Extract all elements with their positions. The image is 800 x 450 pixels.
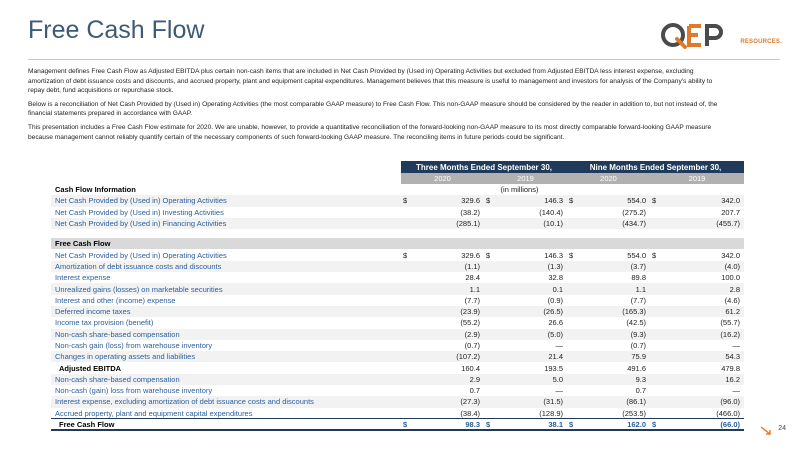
row-label: Interest expense: [55, 273, 111, 283]
currency-symbol: [650, 295, 662, 306]
cell-value: 491.6: [627, 363, 646, 373]
currency-symbol: $: [486, 250, 491, 260]
cell-value: (38.4): [460, 408, 480, 418]
currency-symbol: [567, 396, 579, 407]
cell-value: 9.3: [579, 374, 650, 385]
cell-value: 2.8: [662, 283, 744, 294]
cell-value: 342.0: [662, 195, 744, 206]
cell-value: 146.3: [544, 250, 563, 260]
currency-symbol: [401, 340, 413, 351]
currency-symbol: [650, 207, 662, 218]
currency-symbol: [650, 317, 662, 328]
cell-value: (140.4): [539, 207, 563, 217]
table-row: [51, 261, 744, 272]
cell-value: (1.1): [413, 261, 484, 272]
cell-value: (55.7): [720, 318, 740, 328]
currency-symbol: [567, 362, 579, 373]
free-cash-flow-section-row: [51, 238, 744, 249]
cell-value: (55.2): [460, 318, 480, 328]
row-label: Free Cash Flow: [51, 419, 401, 430]
cell-value: (3.7): [579, 261, 650, 272]
units-label: (in millions): [500, 185, 539, 195]
cell-value: (5.0): [496, 329, 567, 340]
cell-value: 98.3: [413, 419, 484, 430]
cell-value: (16.2): [662, 329, 744, 340]
cell-value: (9.3): [579, 329, 650, 340]
row-label: Net Cash Provided by (Used in) Operating Activities: [55, 250, 227, 260]
table-row: [51, 218, 744, 229]
page-title: Free Cash Flow: [28, 16, 205, 44]
currency-symbol: [401, 329, 413, 340]
currency-symbol: [567, 317, 579, 328]
currency-symbol: [650, 340, 662, 351]
cell-value: 329.6: [461, 250, 480, 260]
row-label: Adjusted EBITDA: [59, 363, 122, 373]
currency-symbol: $: [567, 419, 579, 430]
cell-value: (275.2): [622, 207, 646, 217]
currency-symbol: [401, 385, 413, 396]
intro-paragraph-1: Management defines Free Cash Flow as Adjusted EBITDA plus certain non-cash items that are included in Net Cash Provided by (Used in) Operating Activities but excluded from Adjusted EBITDA less interest expense, excluding amortization of debt issuance costs and discounts, and accrued property, plant and equipment capital expenditures. Management believes that this measure is useful to management and investors for analysis of the Company's ability to repay debt, fund acquisitions or repurchase stock.: [28, 68, 713, 95]
cell-value: (0.9): [547, 295, 563, 305]
cell-value: (27.3): [413, 396, 484, 407]
currency-symbol: [484, 362, 496, 373]
row-label: Income tax provision (benefit): [55, 318, 154, 328]
currency-symbol: [650, 396, 662, 407]
currency-symbol: [484, 283, 496, 294]
currency-symbol: [650, 408, 662, 419]
cell-value: 160.4: [461, 363, 480, 373]
currency-symbol: [401, 396, 413, 407]
currency-symbol: [401, 374, 413, 385]
currency-symbol: $: [567, 195, 579, 206]
row-label: Net Cash Provided by (Used in) Operating Activities: [51, 195, 401, 206]
cell-value: (107.2): [413, 351, 484, 362]
currency-symbol: $: [652, 250, 657, 260]
currency-symbol: $: [401, 419, 413, 430]
currency-symbol: [567, 385, 579, 396]
currency-symbol: [401, 306, 413, 317]
table-row: [51, 195, 744, 206]
section-label: Cash Flow Information: [55, 185, 136, 195]
cell-value: 0.1: [496, 283, 567, 294]
cell-value: —: [555, 341, 563, 350]
table-row: [51, 317, 744, 328]
currency-symbol: [650, 385, 662, 396]
currency-symbol: [484, 329, 496, 340]
cell-value: 146.3: [496, 195, 567, 206]
currency-symbol: $: [650, 419, 662, 430]
cell-value: 89.8: [631, 273, 646, 283]
currency-symbol: [484, 218, 496, 229]
year-header: 2019: [484, 173, 567, 184]
row-label: Non-cash (gain) loss from warehouse inventory: [55, 386, 213, 396]
cell-value: (42.5): [626, 318, 646, 328]
currency-symbol: [401, 317, 413, 328]
adjusted-ebitda-row: [51, 362, 744, 373]
currency-symbol: [650, 218, 662, 229]
row-label: Amortization of debt issuance costs and discounts: [51, 261, 401, 272]
intro-text: [28, 67, 728, 146]
cell-value: 28.4: [465, 273, 480, 283]
cell-value: (128.9): [539, 408, 563, 418]
table-row: [51, 340, 744, 351]
row-label: Non-cash share-based compensation: [51, 374, 401, 385]
currency-symbol: [650, 272, 662, 283]
section-label: Free Cash Flow: [51, 238, 401, 249]
free-cash-flow-total-row: [51, 419, 744, 430]
cell-value: (10.1): [496, 218, 567, 229]
title-divider: [28, 59, 780, 60]
currency-symbol: [650, 362, 662, 373]
currency-symbol: [484, 207, 496, 218]
year-header: 2020: [401, 173, 484, 184]
cell-value: 207.7: [721, 207, 740, 217]
currency-symbol: [567, 306, 579, 317]
currency-symbol: [484, 306, 496, 317]
cell-value: 0.7: [469, 386, 480, 396]
cell-value: 38.1: [496, 419, 567, 430]
table-row: [51, 306, 744, 317]
currency-symbol: [484, 351, 496, 362]
cash-flow-info-row: [51, 184, 744, 195]
cell-value: (466.0): [716, 408, 740, 418]
cell-value: (1.3): [496, 261, 567, 272]
cell-value: 75.9: [579, 351, 650, 362]
currency-symbol: [567, 329, 579, 340]
cell-value: 554.0: [627, 250, 646, 260]
currency-symbol: $: [484, 195, 496, 206]
currency-symbol: [567, 408, 579, 419]
currency-symbol: [567, 207, 579, 218]
currency-symbol: [567, 340, 579, 351]
table-row: [51, 283, 744, 294]
currency-symbol: [567, 261, 579, 272]
table-row: [51, 249, 744, 260]
company-logo: [661, 22, 782, 50]
row-label: Unrealized gains (losses) on marketable securities: [51, 283, 401, 294]
cell-value: —: [732, 341, 740, 350]
cell-value: (66.0): [662, 419, 744, 430]
year-header: 2019: [650, 173, 744, 184]
currency-symbol: [401, 295, 413, 306]
cell-value: (4.6): [724, 295, 740, 305]
page-number: 24: [778, 425, 786, 432]
row-label: Net Cash Provided by (Used in) Financing Activities: [51, 218, 401, 229]
table-row: [51, 408, 744, 419]
cell-value: 193.5: [544, 363, 563, 373]
currency-symbol: [484, 261, 496, 272]
currency-symbol: [567, 272, 579, 283]
row-label: Interest expense, excluding amortization of debt issuance costs and discounts: [51, 396, 401, 407]
row-label: Accrued property, plant and equipment capital expenditures: [55, 408, 253, 418]
row-label: Interest and other (income) expense: [55, 295, 176, 305]
table-row: [51, 351, 744, 362]
currency-symbol: [650, 283, 662, 294]
cell-value: (86.1): [579, 396, 650, 407]
currency-symbol: [650, 374, 662, 385]
cell-value: 0.7: [635, 386, 646, 396]
currency-symbol: [567, 374, 579, 385]
cell-value: —: [732, 386, 740, 396]
table-row: [51, 374, 744, 385]
currency-symbol: [401, 218, 413, 229]
currency-symbol: [567, 295, 579, 306]
currency-symbol: [484, 396, 496, 407]
cell-value: 32.8: [548, 273, 563, 283]
currency-symbol: [484, 385, 496, 396]
cell-value: 162.0: [579, 419, 650, 430]
currency-symbol: [484, 374, 496, 385]
nine-months-header: Nine Months Ended September 30,: [567, 161, 744, 173]
currency-symbol: [401, 362, 413, 373]
row-label: Changes in operating assets and liabilities: [51, 351, 401, 362]
currency-symbol: [484, 317, 496, 328]
table-row: [51, 295, 744, 306]
currency-symbol: [484, 340, 496, 351]
cell-value: (31.5): [496, 396, 567, 407]
cell-value: 61.2: [662, 306, 744, 317]
cell-value: (23.9): [413, 306, 484, 317]
cell-value: 16.2: [662, 374, 744, 385]
cell-value: (26.5): [496, 306, 567, 317]
currency-symbol: [650, 351, 662, 362]
currency-symbol: $: [403, 250, 408, 260]
year-header: 2020: [567, 173, 650, 184]
cell-value: (0.7): [630, 341, 646, 350]
currency-symbol: [401, 408, 413, 419]
currency-symbol: $: [650, 195, 662, 206]
table-row: [51, 396, 744, 407]
table-row: [51, 272, 744, 283]
three-months-header: Three Months Ended September 30,: [401, 161, 567, 173]
currency-symbol: [401, 283, 413, 294]
cell-value: (7.7): [464, 295, 480, 305]
intro-paragraph-3: This presentation includes a Free Cash Flow estimate for 2020. We are unable, however, to provide a quantitative reconciliation of the forward-looking non-GAAP measure to its most directly comparable forward-looking GAAP measure because management cannot reliably quantify certain of the necessary components of such forward-looking GAAP measure. The reconciling items in future periods could be significant.: [28, 123, 712, 141]
currency-symbol: [650, 261, 662, 272]
row-label: Non-cash share-based compensation: [51, 329, 401, 340]
currency-symbol: [401, 261, 413, 272]
cell-value: (455.7): [662, 218, 744, 229]
cell-value: (165.3): [579, 306, 650, 317]
arrow-icon: [760, 426, 772, 436]
row-label: Net Cash Provided by (Used in) Investing Activities: [55, 207, 224, 217]
cell-value: 21.4: [496, 351, 567, 362]
cell-value: 2.9: [413, 374, 484, 385]
cell-value: (253.5): [622, 408, 646, 418]
logo-subtext: RESOURCES.: [740, 39, 782, 45]
cell-value: (38.2): [460, 207, 480, 217]
cell-value: 342.0: [721, 250, 740, 260]
cell-value: 26.6: [548, 318, 563, 328]
currency-symbol: [484, 295, 496, 306]
currency-symbol: [650, 306, 662, 317]
cell-value: (2.9): [413, 329, 484, 340]
period-header-row: [51, 161, 744, 173]
table-row: [51, 385, 744, 396]
cell-value: 554.0: [579, 195, 650, 206]
intro-paragraph-2: Below is a reconciliation of Net Cash Provided by (Used in) Operating Activities (the most comparable GAAP measure) to Free Cash Flow. This non-GAAP measure should be considered by the reader in addition to, but not instead of, the financial statements prepared in accordance with GAAP.: [28, 100, 718, 118]
cell-value: 329.6: [413, 195, 484, 206]
cell-value: (0.7): [464, 341, 480, 350]
currency-symbol: $: [484, 419, 496, 430]
row-label: Deferred income taxes: [51, 306, 401, 317]
qep-logo-icon: [661, 22, 739, 50]
currency-symbol: $: [401, 195, 413, 206]
cell-value: 100.0: [721, 273, 740, 283]
cell-value: (4.0): [662, 261, 744, 272]
cell-value: 1.1: [579, 283, 650, 294]
currency-symbol: [484, 408, 496, 419]
table-row: [51, 207, 744, 218]
row-label: Non-cash gain (loss) from warehouse inventory: [55, 341, 213, 350]
year-header-row: [51, 173, 744, 184]
cell-value: —: [555, 386, 563, 396]
currency-symbol: [484, 272, 496, 283]
cell-value: (285.1): [413, 218, 484, 229]
cell-value: (7.7): [630, 295, 646, 305]
currency-symbol: [567, 218, 579, 229]
currency-symbol: [567, 351, 579, 362]
cell-value: 5.0: [496, 374, 567, 385]
cell-value: 1.1: [413, 283, 484, 294]
currency-symbol: [401, 207, 413, 218]
cell-value: (434.7): [579, 218, 650, 229]
cell-value: (96.0): [662, 396, 744, 407]
cell-value: 479.8: [721, 363, 740, 373]
currency-symbol: [401, 272, 413, 283]
currency-symbol: [401, 351, 413, 362]
cell-value: 54.3: [662, 351, 744, 362]
currency-symbol: $: [569, 250, 574, 260]
table-row: [51, 329, 744, 340]
free-cash-flow-table: [51, 161, 744, 431]
currency-symbol: [650, 329, 662, 340]
currency-symbol: [567, 283, 579, 294]
